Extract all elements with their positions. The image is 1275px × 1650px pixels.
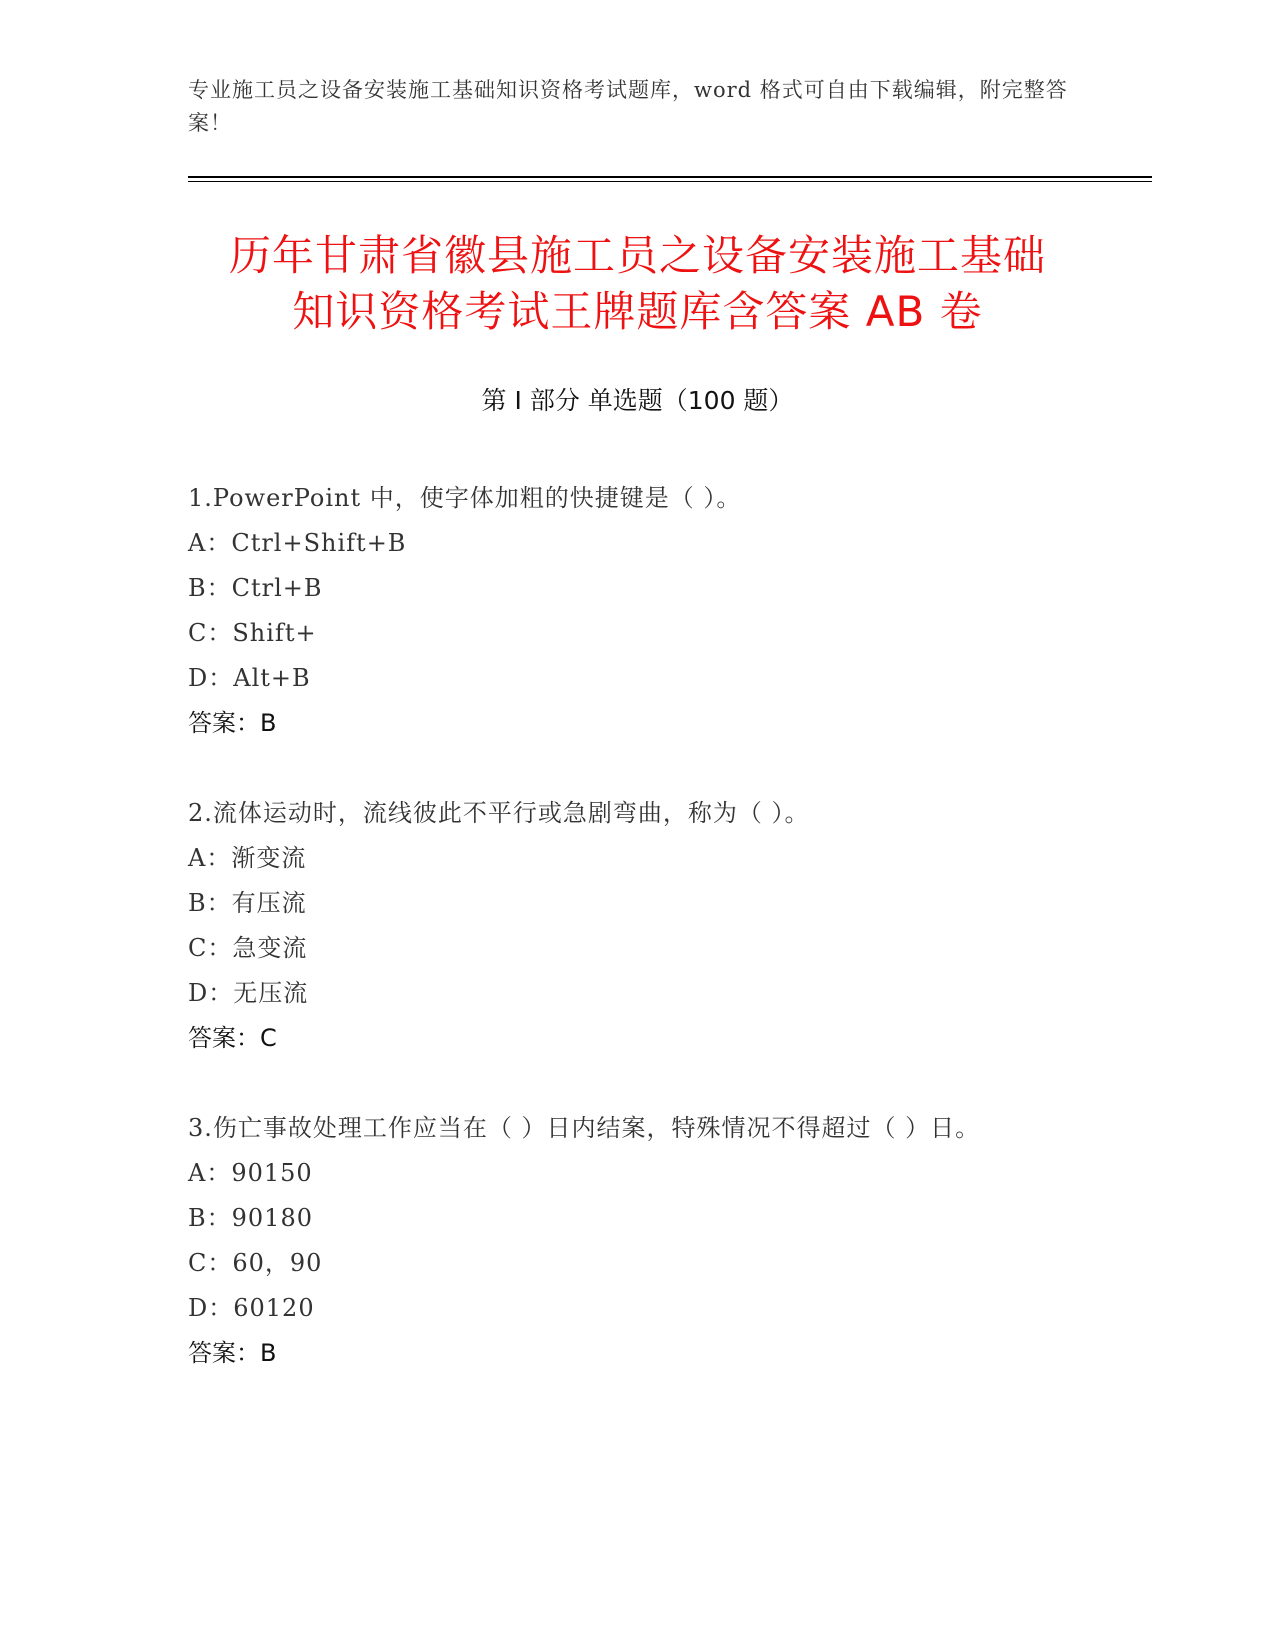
section-title: 第 I 部分 单选题（100 题） (481, 386, 794, 415)
option-a: A：渐变流 (188, 844, 307, 872)
question-stem: 3.伤亡事故处理工作应当在（ ）日内结案，特殊情况不得超过（ ）日。 (188, 1114, 981, 1142)
question-stem: 2.流体运动时，流线彼此不平行或急剧弯曲，称为（ ）。 (188, 799, 810, 827)
question-3 (188, 1106, 1088, 1376)
question-list (188, 476, 1088, 1421)
header-note: 专业施工员之设备安装施工基础知识资格考试题库，word 格式可自由下载编辑，附完整答案！ (188, 78, 1068, 135)
option-b: B：有压流 (188, 889, 307, 917)
option-d: D：60120 (188, 1294, 315, 1322)
option-c: C：60，90 (188, 1249, 323, 1277)
question-1 (188, 476, 1088, 746)
answer: 答案：B (188, 1339, 277, 1367)
document-title-line-1: 历年甘肃省徽县施工员之设备安装施工基础 (228, 231, 1046, 280)
question-2 (188, 791, 1088, 1061)
option-b: B：Ctrl+B (188, 574, 323, 602)
header-divider (188, 176, 1152, 178)
document-title (100, 228, 1175, 340)
document-title-line-2: 知识资格考试王牌题库含答案 AB 卷 (292, 287, 983, 336)
answer: 答案：B (188, 709, 277, 737)
answer: 答案：C (188, 1024, 277, 1052)
question-stem: 1.PowerPoint 中，使字体加粗的快捷键是（ ）。 (188, 484, 742, 512)
option-d: D：无压流 (188, 979, 309, 1007)
option-a: A：90150 (188, 1159, 313, 1187)
option-d: D：Alt+B (188, 664, 311, 692)
option-b: B：90180 (188, 1204, 313, 1232)
option-a: A：Ctrl+Shift+B (188, 529, 407, 557)
header-divider-thin (188, 181, 1152, 182)
option-c: C：Shift+ (188, 619, 317, 647)
option-c: C：急变流 (188, 934, 308, 962)
